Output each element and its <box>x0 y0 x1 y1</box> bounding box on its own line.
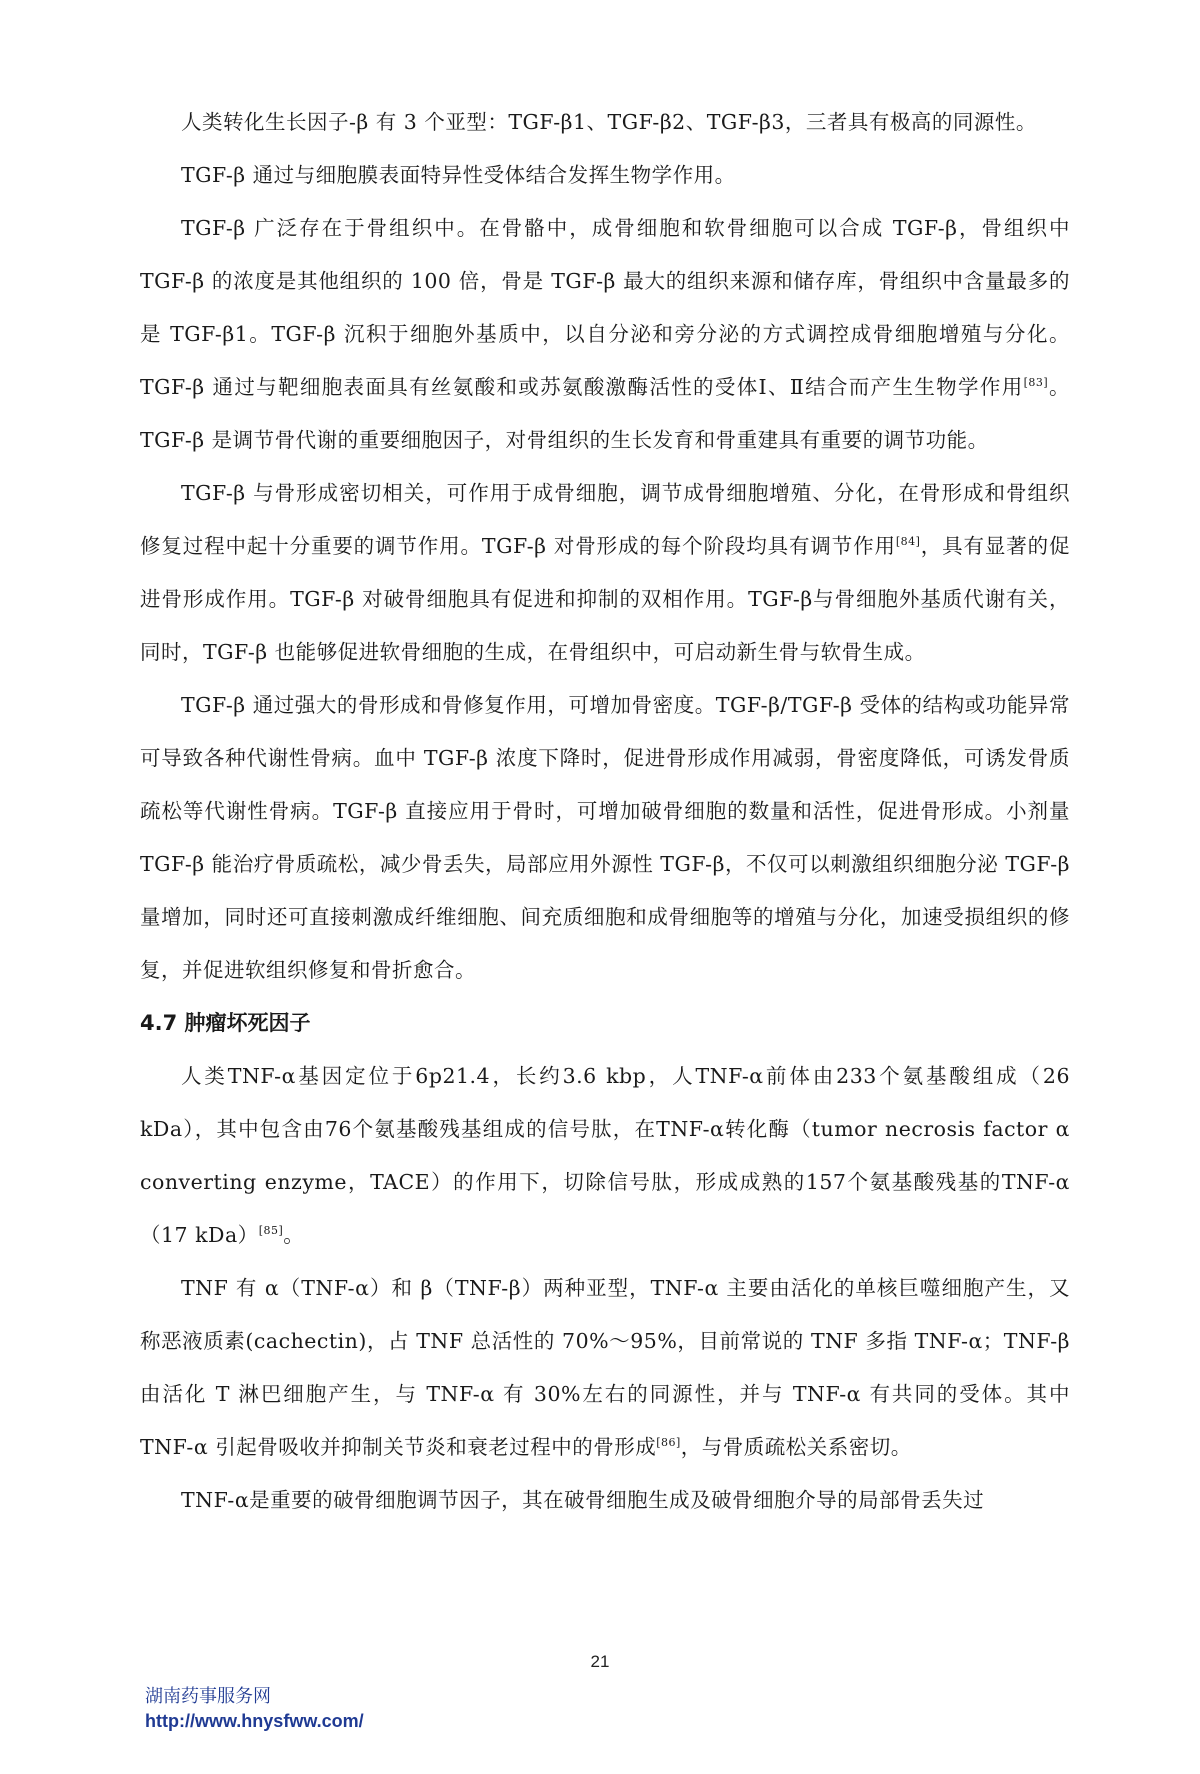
paragraph-tgf-bone-formation <box>140 467 1070 679</box>
text-segment: TGF-β 与骨形成密切相关，可作用于成骨细胞，调节成骨细胞增殖、分化，在骨形成和骨组织修复过程中起十分重要的调节作用。TGF-β 对骨形成的每个阶段均具有调节作用 <box>140 481 1070 558</box>
footer-site-name: 湖南药事服务网 <box>145 1686 271 1707</box>
text-segment: 。 <box>283 1223 305 1247</box>
paragraph-tgf-bone-density: TGF-β 通过强大的骨形成和骨修复作用，可增加骨密度。TGF-β/TGF-β 受体的结构或功能异常可导致各种代谢性骨病。血中 TGF-β 浓度下降时，促进骨形成作用减弱，骨密度降低，可诱发骨质疏松等代谢性骨病。TGF-β 直接应用于骨时，可增加破骨细胞的数量和活性，促进骨形成。小剂量 TGF-β 能治疗骨质疏松，减少骨丢失，局部应用外源性 TGF-β，不仅可以刺激组织细胞分泌 TGF-β 量增加，同时还可直接刺激成纤维细胞、间充质细胞和成骨细胞等的增殖与分化，加速受损组织的修复，并促进软组织修复和骨折愈合。 <box>140 693 1070 982</box>
section-heading: 4.7 肿瘤坏死因子 <box>140 1011 311 1035</box>
paragraph-tgf-subtypes: 人类转化生长因子-β 有 3 个亚型：TGF-β1、TGF-β2、TGF-β3，三者具有极高的同源性。 <box>181 110 1037 134</box>
paragraph-tnf-osteoclast: TNF-α是重要的破骨细胞调节因子，其在破骨细胞生成及破骨细胞介导的局部骨丢失过 <box>181 1488 985 1512</box>
paragraph-tnf-gene <box>140 1050 1070 1262</box>
text-segment: ，与骨质疏松关系密切。 <box>680 1435 912 1459</box>
text-segment: TGF-β 广泛存在于骨组织中。在骨骼中，成骨细胞和软骨细胞可以合成 TGF-β，骨组织中 TGF-β 的浓度是其他组织的 100 倍，骨是 TGF-β 最大的组织来源和储存库，骨组织中含量最多的是 TGF-β1。TGF-β 沉积于细胞外基质中，以自分泌和旁分泌的方式调控成骨细胞增殖与分化。TGF-β 通过与靶细胞表面具有丝氨酸和或苏氨酸激酶活性的受体Ⅰ、Ⅱ结合而产生生物学作用 <box>140 216 1070 399</box>
citation-85[interactable]: [85] <box>258 1224 284 1238</box>
text-segment: TNF 有 α（TNF-α）和 β（TNF-β）两种亚型，TNF-α 主要由活化的单核巨噬细胞产生，又称恶液质素(cachectin)，占 TNF 总活性的 70%～95%，目前常说的 TNF 多指 TNF-α；TNF-β 由活化 T 淋巴细胞产生，与 TNF-α 有 30%左右的同源性，并与 TNF-α 有共同的受体。其中 TNF-α 引起骨吸收并抑制关节炎和衰老过程中的骨形成 <box>140 1276 1070 1459</box>
citation-84[interactable]: [84] <box>895 535 921 549</box>
document-body <box>140 96 1070 1527</box>
paragraph-tgf-bone-tissue <box>140 202 1070 467</box>
paragraph-tnf-subtypes <box>140 1262 1070 1474</box>
footer-watermark <box>145 1685 364 1733</box>
paragraph-tgf-receptor: TGF-β 通过与细胞膜表面特异性受体结合发挥生物学作用。 <box>181 163 736 187</box>
text-segment: 人类TNF-α基因定位于6p21.4，长约3.6 kbp，人TNF-α前体由233个氨基酸组成（26 kDa），其中包含由76个氨基酸残基组成的信号肽，在TNF-α转化酶（tumor necrosis factor α converting enzyme，TACE）的作用下，切除信号肽，形成成熟的157个氨基酸残基的TNF-α（17 kDa） <box>140 1064 1070 1247</box>
citation-83[interactable]: [83] <box>1023 376 1049 390</box>
text-segment: ，具有显著的促进骨形成作用。TGF-β 对破骨细胞具有促进和抑制的双相作用。TGF-β与骨细胞外基质代谢有关，同时，TGF-β 也能够促进软骨细胞的生成，在骨组织中，可启动新生骨与软骨生成。 <box>140 534 1071 664</box>
text-segment: 。TGF-β 是调节骨代谢的重要细胞因子，对骨组织的生长发育和骨重建具有重要的调节功能。 <box>140 375 1070 452</box>
footer-site-url[interactable]: http://www.hnysfww.com/ <box>145 1711 364 1731</box>
page-number: 21 <box>590 1652 610 1671</box>
citation-86[interactable]: [86] <box>656 1436 681 1450</box>
